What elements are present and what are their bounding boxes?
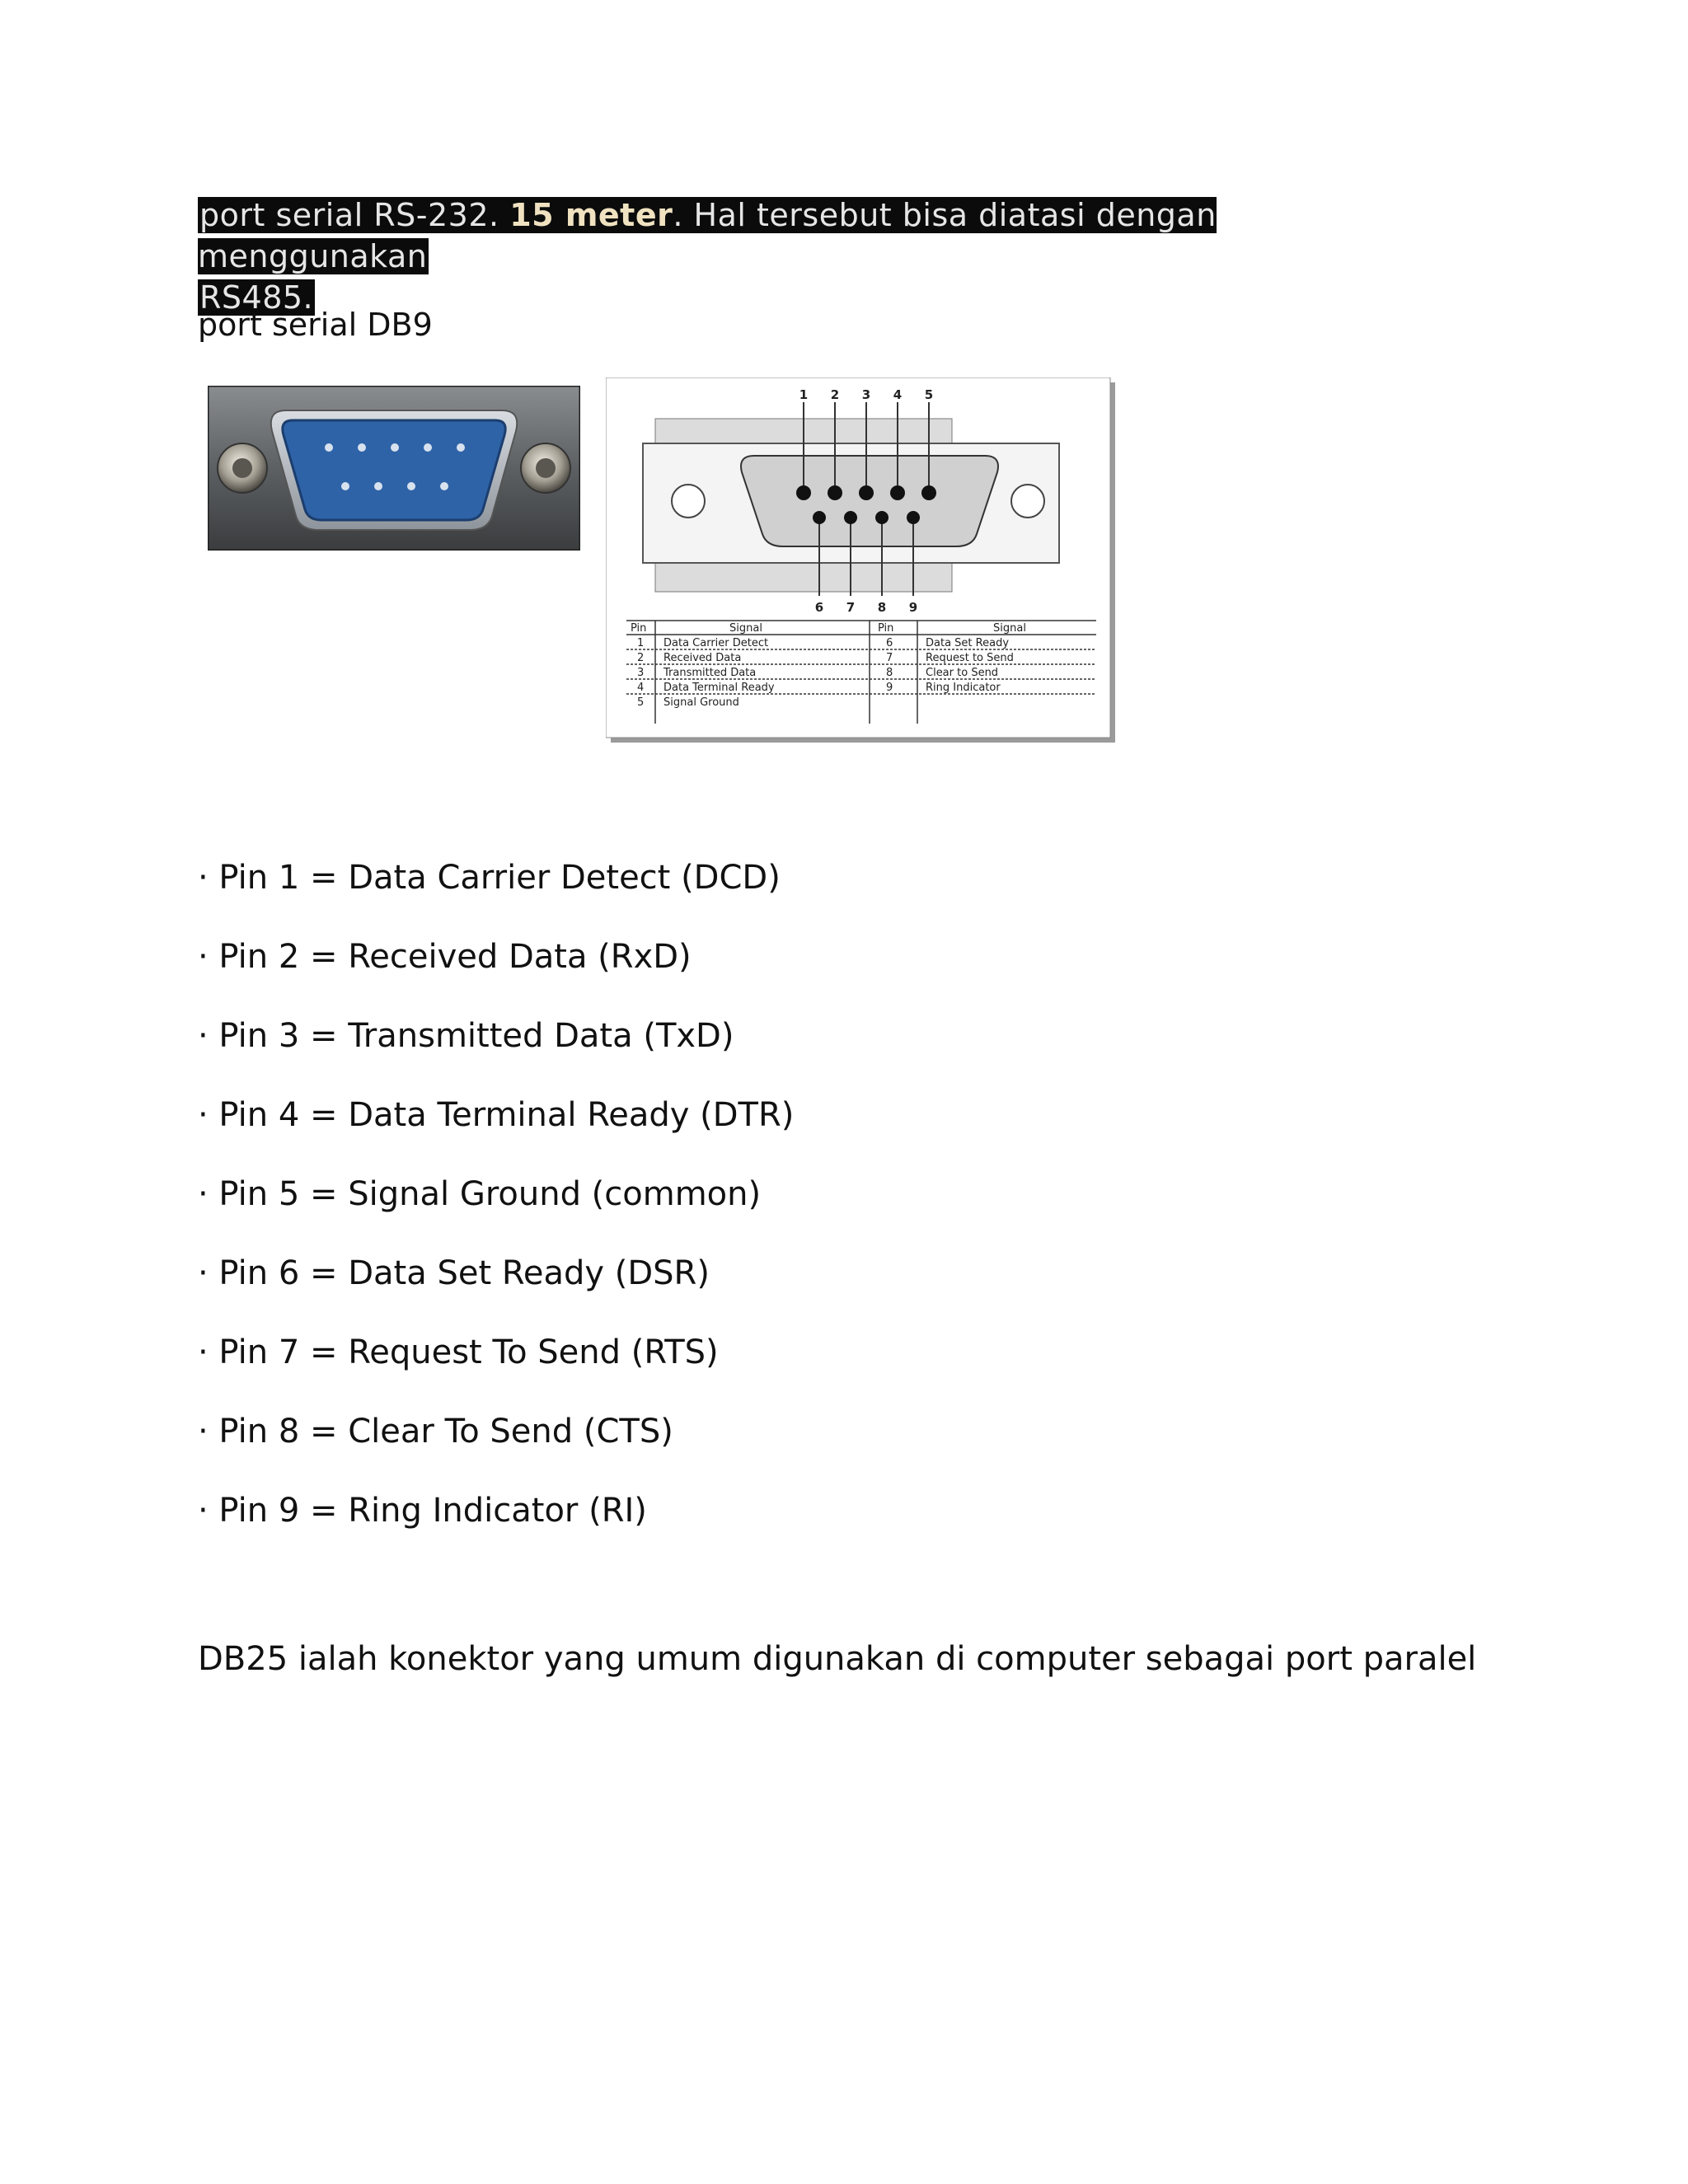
table-header: Signal [993, 622, 1026, 635]
pin-number-label: 2 [830, 387, 840, 402]
pin-number-label: 3 [861, 387, 871, 402]
pin-number-label: 7 [846, 600, 856, 615]
table-header: Signal [729, 622, 762, 635]
db9-pinout-diagram [606, 377, 1117, 744]
highlight-text-start: port serial RS-232. [199, 197, 499, 233]
highlight-text-end: . Hal tersebut bisa diatasi dengan menggunakan [198, 197, 1217, 274]
pin-number-label: 5 [924, 387, 934, 402]
table-cell: Clear to Send [926, 667, 999, 679]
list-item: · Pin 3 = Transmitted Data (TxD) [198, 1017, 734, 1055]
table-cell: Transmitted Data [663, 667, 757, 679]
list-item: · Pin 2 = Received Data (RxD) [198, 938, 692, 976]
list-item: · Pin 9 = Ring Indicator (RI) [198, 1492, 647, 1530]
table-cell: 7 [886, 652, 893, 664]
pin-list [198, 849, 794, 1561]
table-cell: 5 [637, 696, 645, 709]
section-subtitle: port serial DB9 [198, 307, 433, 343]
table-cell: 1 [637, 637, 645, 649]
highlight-bold-text: 15 meter [509, 197, 673, 233]
list-item: · Pin 7 = Request To Send (RTS) [198, 1333, 719, 1371]
pin-number-label: 6 [814, 600, 824, 615]
table-cell: Received Data [663, 652, 742, 664]
db25-paragraph: DB25 ialah konektor yang umum digunakan di computer sebagai port paralel [198, 1640, 1477, 1678]
table-cell: 2 [637, 652, 645, 664]
list-item: · Pin 8 = Clear To Send (CTS) [198, 1413, 673, 1451]
table-cell: 3 [637, 667, 645, 679]
table-cell: 6 [886, 637, 893, 649]
table-cell: 9 [886, 682, 893, 694]
table-cell: 4 [637, 682, 645, 694]
table-cell: Ring Indicator [926, 682, 1001, 694]
table-header: Pin [631, 622, 647, 635]
table-cell: Data Set Ready [926, 637, 1010, 649]
db9-connector-photo [208, 386, 580, 551]
list-item: · Pin 6 = Data Set Ready (DSR) [198, 1254, 710, 1292]
table-cell: Data Terminal Ready [663, 682, 775, 694]
highlighted-line-2: RS485. [199, 279, 314, 316]
pin-number-label: 4 [893, 387, 903, 402]
pin-number-label: 9 [908, 600, 918, 615]
table-header: Pin [878, 622, 894, 635]
highlighted-line-1 [198, 197, 1217, 274]
table-cell: 8 [886, 667, 893, 679]
list-item: · Pin 5 = Signal Ground (common) [198, 1175, 762, 1213]
table-cell: Data Carrier Detect [663, 637, 769, 649]
list-item: · Pin 4 = Data Terminal Ready (DTR) [198, 1096, 795, 1134]
table-cell: Signal Ground [663, 696, 739, 709]
pin-number-label: 8 [877, 600, 887, 615]
list-item: · Pin 1 = Data Carrier Detect (DCD) [198, 859, 781, 897]
table-cell: Request to Send [926, 652, 1014, 664]
pin-number-label: 1 [799, 387, 809, 402]
highlighted-paragraph [198, 194, 1401, 318]
